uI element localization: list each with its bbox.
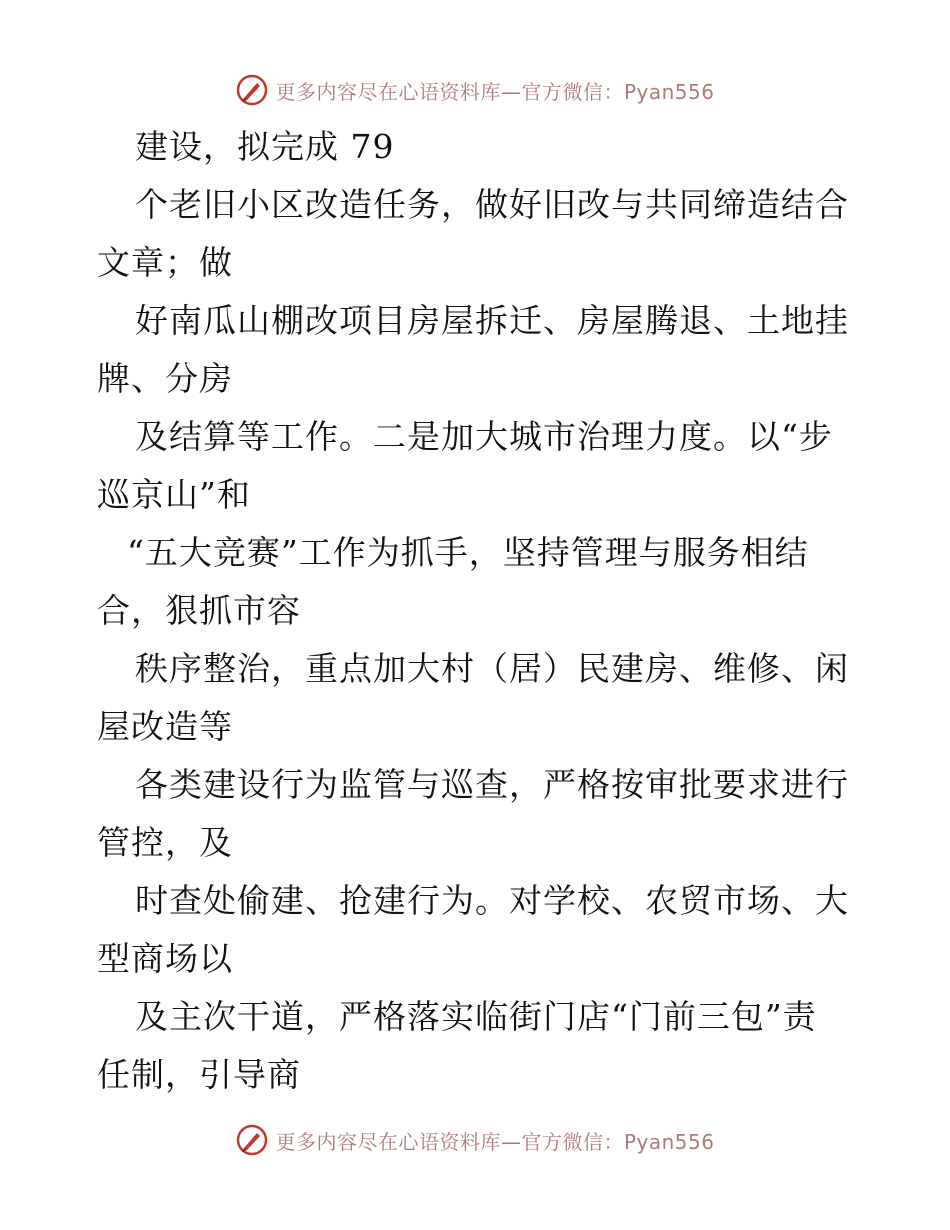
- watermark-text: 更多内容尽在心语资料库—官方微信：Pyan556: [275, 1129, 715, 1154]
- footer-watermark: [0, 1120, 950, 1160]
- text-line: 型商场以: [97, 939, 233, 978]
- text-line: 个老旧小区改造任务，做好旧改与共同缔造结合: [135, 185, 849, 224]
- text-line: “五大竞赛”工作为抓手，坚持管理与服务相结: [127, 533, 809, 572]
- watermark-text: 更多内容尽在心语资料库—官方微信：Pyan556: [275, 79, 715, 104]
- text-line: 及结算等工作。二是加大城市治理力度。以“步: [135, 417, 833, 456]
- text-line: 时查处偷建、抢建行为。对学校、农贸市场、大: [135, 881, 849, 920]
- header-watermark: [0, 70, 950, 110]
- text-line: 巡京山”和: [97, 475, 251, 514]
- document-body: [97, 118, 857, 1104]
- text-line: 牌、分房: [97, 359, 233, 398]
- text-line: 好南瓜山棚改项目房屋拆迁、房屋腾退、土地挂: [135, 301, 849, 340]
- text-line: 及主次干道，严格落实临街门店“门前三包”责: [135, 997, 817, 1036]
- text-line: 合，狠抓市容: [97, 591, 301, 630]
- text-line: 任制，引导商: [97, 1055, 301, 1094]
- pen-logo-icon: [235, 73, 269, 107]
- pen-logo-icon: [235, 1123, 269, 1157]
- text-line: 文章；做: [97, 243, 233, 282]
- text-line: 秩序整治，重点加大村（居）民建房、维修、闲: [135, 649, 849, 688]
- text-line: 屋改造等: [97, 707, 233, 746]
- text-line: 建设，拟完成 79: [135, 127, 395, 166]
- text-line: 各类建设行为监管与巡查，严格按审批要求进行: [135, 765, 849, 804]
- text-line: 管控，及: [97, 823, 233, 862]
